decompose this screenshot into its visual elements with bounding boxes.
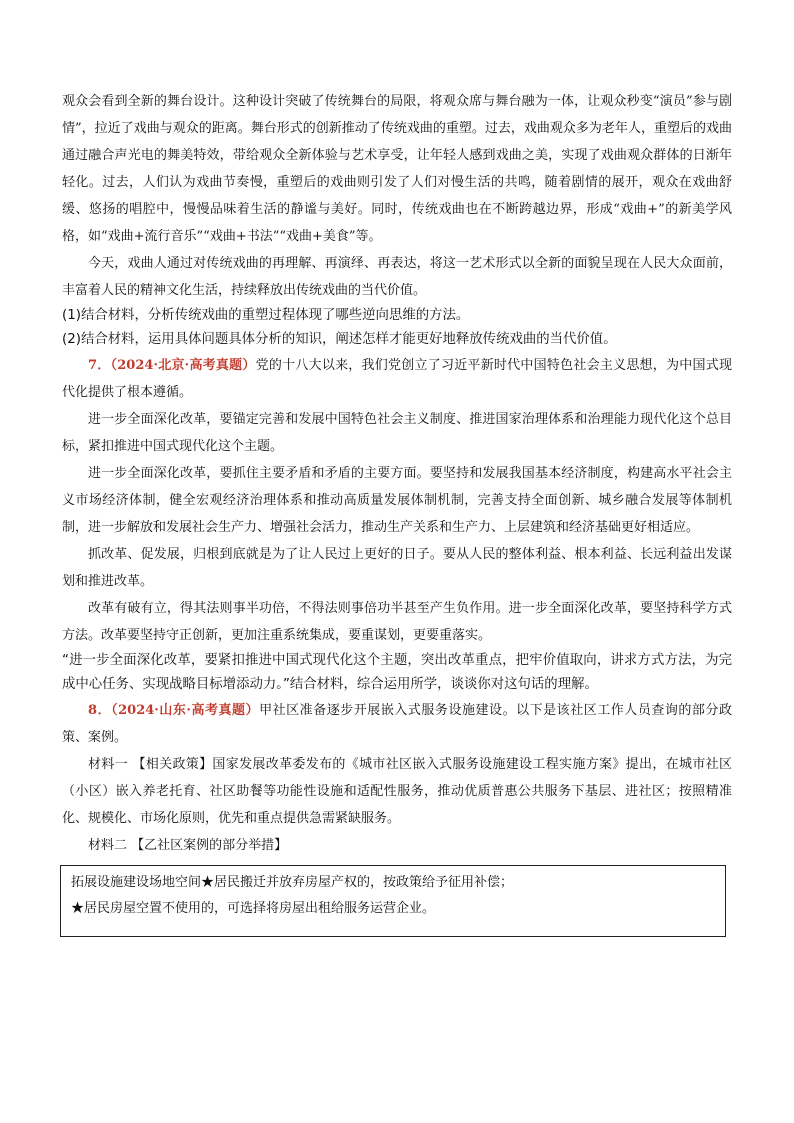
q6-material-paragraph: 今天，戏曲人通过对传统戏曲的再理解、再演绎、再表达，将这一艺术形式以全新的面貌呈现在人民大众面前，丰富着人民的精神文化生活，持续释放出传统戏曲的当代价值。 [62, 256, 732, 298]
case-table-line: 拓展设施建设场地空间★居民搬迁并放弃房屋产权的，按政策给予征用补偿； [71, 875, 514, 890]
document-page [62, 88, 732, 937]
q7-stem [62, 352, 732, 406]
q8-intro: 甲社区准备逐步开展嵌入式服务设施建设。以下是该社区工作人员查询的部分政策、案例。 [62, 703, 732, 745]
q8-source-tag: 8．（2024·山东·高考真题） [88, 703, 260, 718]
q7-intro: 党的十八大以来，我们党创立了习近平新时代中国特色社会主义思想，为中国式现代化提供了根本遵循。 [62, 358, 732, 400]
q7-material-paragraph: 改革有破有立，得其法则事半功倍，不得法则事倍功半甚至产生负作用。进一步全面深化改革，要坚持科学方式方法。改革要坚持守正创新，更加注重系统集成，要重谋划，更要重落实。 [62, 601, 732, 643]
q7-material-paragraph: 抓改革、促发展，归根到底就是为了让人民过上更好的日子。要从人民的整体利益、根本利益、长远利益出发谋划和推进改革。 [62, 547, 732, 589]
case-table-line: ★居民房屋空置不使用的，可选择将房屋出租给服务运营企业。 [71, 901, 436, 916]
q8-case-table [60, 865, 726, 937]
q6-subquestion-1: (1)结合材料，分析传统戏曲的重塑过程体现了哪些逆向思维的方法。 [62, 308, 470, 323]
q8-material-1: 材料一 【相关政策】国家发展改革委发布的《城市社区嵌入式服务设施建设工程实施方案》提出，在城市社区（小区）嵌入养老托育、社区助餐等功能性设施和适配性服务，推动优质普惠公共服务下基层、进社区；按照精准化、规模化、市场化原则，优先和重点提供急需紧缺服务。 [62, 757, 732, 826]
q8-material-2-heading: 材料二 【乙社区案例的部分举措】 [88, 838, 288, 853]
q7-material-paragraph: 进一步全面深化改革，要锚定完善和发展中国特色社会主义制度、推进国家治理体系和治理能力现代化这个总目标，紧扣推进中国式现代化这个主题。 [62, 412, 732, 454]
q8-stem [62, 697, 732, 751]
q6-subquestion-2: (2)结合材料，运用具体问题具体分析的知识，阐述怎样才能更好地释放传统戏曲的当代价值。 [62, 332, 617, 347]
q7-source-tag: 7．（2024·北京·高考真题） [88, 358, 256, 373]
q7-question: “进一步全面深化改革，要紧扣推进中国式现代化这个主题，突出改革重点，把牢价值取向，讲求方式方法，为完成中心任务、实现战略目标增添动力。”结合材料，综合运用所学，谈谈你对这句话的理解。 [62, 653, 732, 692]
q7-material-paragraph: 进一步全面深化改革，要抓住主要矛盾和矛盾的主要方面。要坚持和发展我国基本经济制度，构建高水平社会主义市场经济体制，健全宏观经济治理体系和推动高质量发展体制机制，完善支持全面创新、城乡融合发展等体制机制，进一步解放和发展社会生产力、增强社会活力，推动生产关系和生产力、上层建筑和经济基础更好相适应。 [62, 466, 732, 535]
q6-material-paragraph: 观众会看到全新的舞台设计。这种设计突破了传统舞台的局限，将观众席与舞台融为一体，让观众秒变“演员”参与剧情”，拉近了戏曲与观众的距离。舞台形式的创新推动了传统戏曲的重塑。过去，戏曲观众多为老年人，重塑后的戏曲通过融合声光电的舞美特效，带给观众全新体验与艺术享受，让年轻人感到戏曲之美，实现了戏曲观众群体的日渐年轻化。过去，人们认为戏曲节奏慢，重塑后的戏曲则引发了人们对慢生活的共鸣，随着剧情的展开，观众在戏曲舒缓、悠扬的唱腔中，慢慢品味着生活的静谧与美好。同时，传统戏曲也在不断跨越边界，形成“戏曲+”的新美学风格，如“戏曲+流行音乐”“戏曲+书法”“戏曲+美食”等。 [62, 94, 732, 244]
